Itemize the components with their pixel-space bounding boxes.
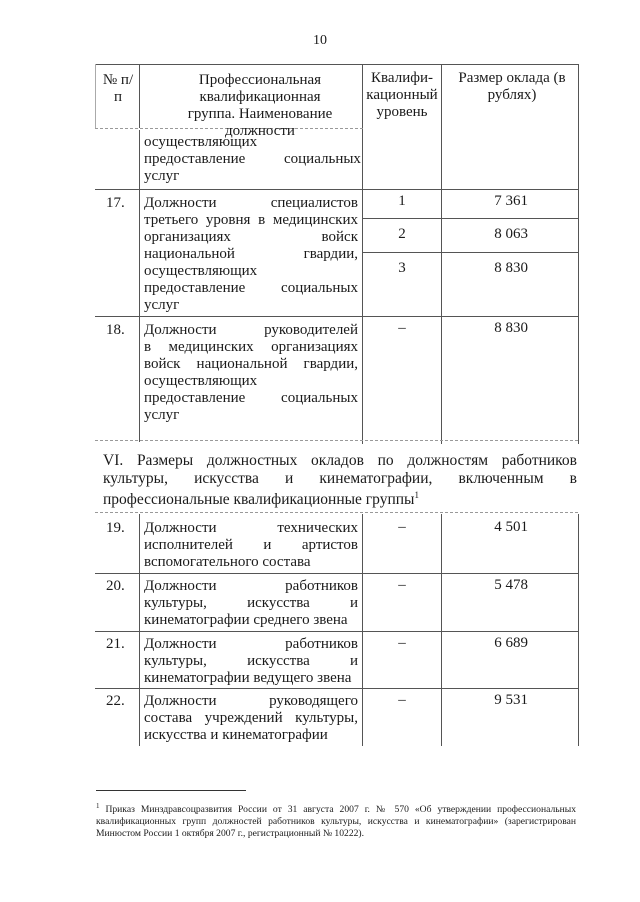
row-17-salary-2: 8 063 (494, 226, 528, 242)
row-17-line-4: национальной гвардии, (144, 246, 358, 262)
row-20-salary: 5 478 (494, 577, 528, 593)
row-17-level-1: 1 (398, 193, 406, 209)
header-num: № п/п (102, 72, 134, 105)
row-17-salary-3: 8 830 (494, 260, 528, 276)
lower-table-right-rule (578, 514, 579, 746)
col-divider-num-body (139, 130, 140, 442)
row-18-line-3: войск национальной гвардии, (144, 356, 358, 372)
header-salary: Размер оклада (в рублях) (458, 70, 566, 103)
col-divider-level-body (441, 128, 442, 444)
row-20-number: 20. (106, 578, 125, 594)
footnote-text: Приказ Минздравсоцразвития России от 31 августа 2007 г. № 570 «Об утверждении профессиональных квалификационных групп должностей работников культуры, искусства и кинематографии» (зарегистрирован Минюстом России 1 октября 2007 г., регистрационный № 10222). (96, 804, 576, 840)
row-divider-20-21 (95, 631, 578, 632)
row-22-level: – (398, 692, 406, 708)
level-divider-2-3 (362, 252, 578, 253)
row-20-line-1: Должности работников (144, 578, 358, 594)
table-top-rule (95, 64, 578, 65)
footnote (96, 800, 576, 840)
row-22-line-3: искусства и кинематографии (144, 727, 328, 743)
row-22-line-1: Должности руководящего (144, 693, 358, 709)
row-18-line-5: предоставление социальных (144, 390, 358, 406)
row-17-line-3: организациях войск (144, 229, 358, 245)
row-divider-17-18 (95, 316, 578, 317)
footnote-mark: 1 (96, 802, 100, 810)
row-19-line-1: Должности технических (144, 520, 358, 536)
row-21-salary: 6 689 (494, 635, 528, 651)
row-19-salary: 4 501 (494, 519, 528, 535)
row-18-line-4: осуществляющих (144, 373, 258, 389)
row-17-line-7: услуг (144, 297, 180, 313)
row-17-line-1: Должности специалистов (144, 195, 358, 211)
continued-line-1: осуществляющих (144, 134, 258, 150)
header-level: Квалифи-кационный уровень (366, 70, 438, 120)
row-divider-16-17 (95, 189, 578, 190)
continued-line-3: услуг (144, 168, 180, 184)
row-21-level: – (398, 635, 406, 651)
row-18-level: – (398, 320, 406, 336)
section-heading (103, 452, 577, 509)
row-22-line-2: состава учреждений культуры, (144, 710, 358, 726)
lower-col-divider-num (139, 514, 140, 746)
row-17-level-3: 3 (398, 260, 406, 276)
col-divider-group (362, 64, 363, 128)
row-17-level-2: 2 (398, 226, 406, 242)
row-19-line-2: исполнителей и артистов (144, 537, 358, 553)
row-19-level: – (398, 519, 406, 535)
col-divider-num (139, 64, 140, 128)
row-21-line-1: Должности работников (144, 636, 358, 652)
row-18-line-1: Должности руководителей (144, 322, 358, 338)
footnote-rule (96, 790, 246, 791)
section-footnote-mark: 1 (414, 490, 419, 500)
row-19-number: 19. (106, 520, 125, 536)
row-21-number: 21. (106, 636, 125, 652)
table-upper-bottom-rule (95, 440, 578, 442)
row-21-line-3: кинематографии ведущего звена (144, 670, 352, 686)
table-right-rule (578, 64, 579, 444)
row-18-line-6: услуг (144, 407, 180, 423)
row-18-line-2: в медицинских организациях (144, 339, 358, 355)
section-heading-text: VI. Размеры должностных окладов по должностям работников культуры, искусства и кинематографии, включенным в профессиональные квалификационные группы (103, 452, 577, 509)
row-17-line-5: осуществляющих (144, 263, 258, 279)
row-divider-19-20 (95, 573, 578, 574)
continued-line-2b: социальных (284, 151, 361, 167)
row-17-line-2: третьего уровня в медицинских (144, 212, 358, 228)
lower-col-divider-level (441, 514, 442, 746)
page-number: 10 (313, 33, 327, 48)
row-20-line-3: кинематографии среднего звена (144, 612, 348, 628)
row-20-line-2: культуры, искусства и (144, 595, 358, 611)
col-divider-group-body (362, 128, 363, 444)
row-20-level: – (398, 577, 406, 593)
row-18-number: 18. (106, 322, 125, 338)
level-divider-1-2 (362, 218, 578, 219)
col-divider-level (441, 64, 442, 128)
row-17-line-6: предоставление социальных (144, 280, 358, 296)
row-17-salary-1: 7 361 (494, 193, 528, 209)
row-22-salary: 9 531 (494, 692, 528, 708)
row-19-line-3: вспомогательного состава (144, 554, 311, 570)
header-group: Профессиональная квалификационная группа. Наименование должности (187, 72, 333, 139)
lower-col-divider-group (362, 514, 363, 746)
row-22-number: 22. (106, 693, 125, 709)
continued-line-2a: предоставление (144, 151, 246, 167)
row-17-number: 17. (106, 195, 125, 211)
row-21-line-2: культуры, искусства и (144, 653, 358, 669)
table-lower-top-rule (95, 512, 578, 514)
row-divider-21-22 (95, 688, 578, 689)
row-18-salary: 8 830 (494, 320, 528, 336)
table-left-rule (95, 64, 96, 128)
